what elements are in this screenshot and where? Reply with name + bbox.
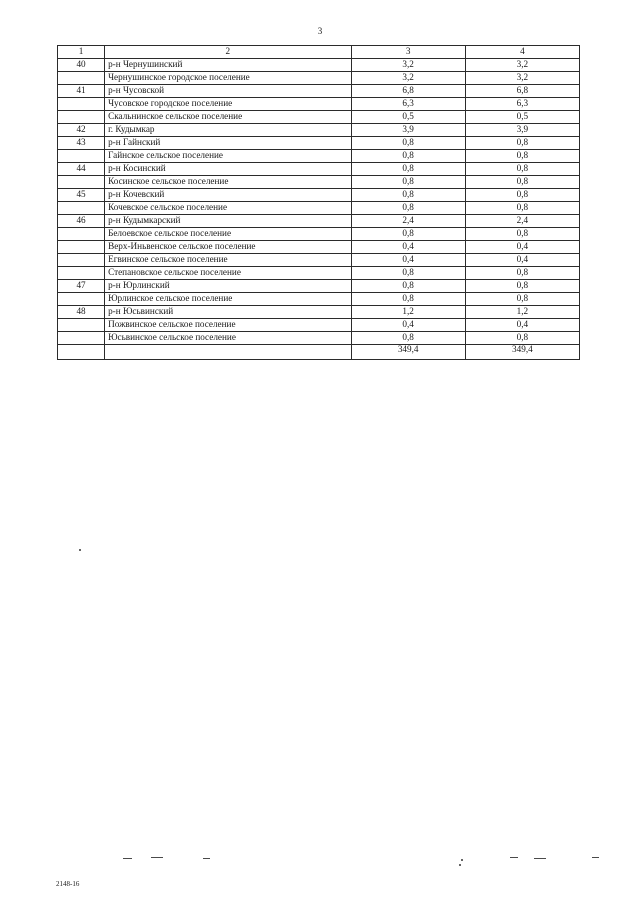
- row-col4-cell: 0,8: [465, 176, 579, 189]
- table-row: [58, 332, 580, 345]
- table-row: [58, 163, 580, 176]
- row-col3-cell: 0,8: [351, 176, 465, 189]
- table-row: [58, 85, 580, 98]
- row-col4-cell: 0,4: [465, 241, 579, 254]
- row-col4-cell: 0,8: [465, 189, 579, 202]
- row-col4-cell: 3,9: [465, 124, 579, 137]
- row-col4-cell: 0,8: [465, 163, 579, 176]
- scan-artifact: [592, 857, 599, 858]
- table-row: [58, 150, 580, 163]
- row-num-cell: 42: [58, 124, 105, 137]
- row-col3-cell: 1,2: [351, 306, 465, 319]
- row-col3-cell: 0,8: [351, 189, 465, 202]
- table-row: [58, 306, 580, 319]
- column-header-1: 1: [58, 46, 105, 59]
- row-num-cell: 48: [58, 306, 105, 319]
- table-row: [58, 202, 580, 215]
- scan-artifact: [510, 857, 518, 858]
- row-name-cell: р-н Чернушинский: [105, 59, 351, 72]
- row-col3-cell: 0,8: [351, 280, 465, 293]
- table-row: [58, 267, 580, 280]
- row-num-cell: [58, 267, 105, 280]
- table-row: [58, 293, 580, 306]
- document-code: 2148-16: [56, 880, 80, 888]
- table-row: [58, 111, 580, 124]
- table-row: [58, 228, 580, 241]
- row-col3-cell: 0,5: [351, 111, 465, 124]
- row-num-cell: [58, 98, 105, 111]
- table-row: [58, 137, 580, 150]
- row-col4-cell: 0,8: [465, 228, 579, 241]
- row-name-cell: Юрлинское сельское поселение: [105, 293, 351, 306]
- row-col4-cell: 2,4: [465, 215, 579, 228]
- total-num-cell: [58, 345, 105, 360]
- row-name-cell: Косинское сельское поселение: [105, 176, 351, 189]
- scan-artifact: [123, 858, 132, 859]
- row-col3-cell: 0,4: [351, 241, 465, 254]
- row-col3-cell: 3,2: [351, 72, 465, 85]
- scan-artifact: [534, 858, 546, 859]
- row-name-cell: Степановское сельское поселение: [105, 267, 351, 280]
- table-row: [58, 189, 580, 202]
- row-col4-cell: 0,4: [465, 319, 579, 332]
- table-row: [58, 124, 580, 137]
- row-col3-cell: 0,8: [351, 150, 465, 163]
- row-col4-cell: 0,8: [465, 137, 579, 150]
- row-name-cell: Скальнинское сельское поселение: [105, 111, 351, 124]
- table-body: [58, 59, 580, 345]
- row-col3-cell: 0,8: [351, 163, 465, 176]
- row-col3-cell: 0,4: [351, 254, 465, 267]
- row-name-cell: р-н Юрлинский: [105, 280, 351, 293]
- row-num-cell: [58, 202, 105, 215]
- row-col3-cell: 0,8: [351, 332, 465, 345]
- row-col4-cell: 0,8: [465, 332, 579, 345]
- total-name-cell: [105, 345, 351, 360]
- row-name-cell: Егвинское сельское поселение: [105, 254, 351, 267]
- table-row: [58, 319, 580, 332]
- table-row: [58, 72, 580, 85]
- row-col4-cell: 6,8: [465, 85, 579, 98]
- row-num-cell: 46: [58, 215, 105, 228]
- row-col4-cell: 0,8: [465, 280, 579, 293]
- table-row: [58, 176, 580, 189]
- row-num-cell: [58, 72, 105, 85]
- scan-artifact: [459, 864, 461, 866]
- row-col3-cell: 3,9: [351, 124, 465, 137]
- row-col3-cell: 0,8: [351, 228, 465, 241]
- row-col4-cell: 6,3: [465, 98, 579, 111]
- row-num-cell: [58, 176, 105, 189]
- row-name-cell: г. Кудымкар: [105, 124, 351, 137]
- table-row: [58, 254, 580, 267]
- row-col4-cell: 0,8: [465, 150, 579, 163]
- table-row: [58, 215, 580, 228]
- row-name-cell: р-н Гайнский: [105, 137, 351, 150]
- row-col4-cell: 0,8: [465, 267, 579, 280]
- row-num-cell: 40: [58, 59, 105, 72]
- row-name-cell: р-н Кочевский: [105, 189, 351, 202]
- scan-artifact: [151, 857, 163, 858]
- row-num-cell: [58, 254, 105, 267]
- row-num-cell: [58, 332, 105, 345]
- row-name-cell: р-н Кудымкарский: [105, 215, 351, 228]
- row-num-cell: [58, 111, 105, 124]
- row-col3-cell: 0,8: [351, 267, 465, 280]
- row-name-cell: Кочевское сельское поселение: [105, 202, 351, 215]
- row-col4-cell: 0,4: [465, 254, 579, 267]
- column-header-3: 3: [351, 46, 465, 59]
- row-col3-cell: 0,4: [351, 319, 465, 332]
- row-num-cell: 43: [58, 137, 105, 150]
- row-col3-cell: 6,3: [351, 98, 465, 111]
- allocation-table: [57, 45, 580, 360]
- table-row: [58, 59, 580, 72]
- row-col4-cell: 0,5: [465, 111, 579, 124]
- row-name-cell: Белоевское сельское поселение: [105, 228, 351, 241]
- row-col4-cell: 1,2: [465, 306, 579, 319]
- row-col4-cell: 0,8: [465, 202, 579, 215]
- row-name-cell: р-н Чусовской: [105, 85, 351, 98]
- scan-artifact: [461, 859, 463, 861]
- row-col4-cell: 3,2: [465, 59, 579, 72]
- row-name-cell: Чусовское городское поселение: [105, 98, 351, 111]
- total-row: [58, 345, 580, 360]
- column-header-2: 2: [105, 46, 351, 59]
- row-num-cell: [58, 319, 105, 332]
- row-num-cell: 45: [58, 189, 105, 202]
- row-col3-cell: 3,2: [351, 59, 465, 72]
- page-number: 3: [317, 26, 323, 36]
- total-col4-cell: 349,4: [465, 345, 579, 360]
- scan-artifact: [203, 858, 210, 859]
- row-col3-cell: 6,8: [351, 85, 465, 98]
- row-col4-cell: 3,2: [465, 72, 579, 85]
- row-name-cell: р-н Косинский: [105, 163, 351, 176]
- row-num-cell: [58, 150, 105, 163]
- row-num-cell: 44: [58, 163, 105, 176]
- row-name-cell: Пожвинское сельское поселение: [105, 319, 351, 332]
- row-name-cell: Юсьвинское сельское поселение: [105, 332, 351, 345]
- row-name-cell: Верх-Иньвенское сельское поселение: [105, 241, 351, 254]
- row-name-cell: Гайнское сельское поселение: [105, 150, 351, 163]
- row-col3-cell: 0,8: [351, 137, 465, 150]
- table-header-row: [58, 46, 580, 59]
- row-col3-cell: 0,8: [351, 293, 465, 306]
- row-col3-cell: 2,4: [351, 215, 465, 228]
- scan-artifact: [79, 549, 81, 551]
- row-name-cell: р-н Юсьвинский: [105, 306, 351, 319]
- table-row: [58, 280, 580, 293]
- row-col3-cell: 0,8: [351, 202, 465, 215]
- row-col4-cell: 0,8: [465, 293, 579, 306]
- row-name-cell: Чернушинское городское поселение: [105, 72, 351, 85]
- row-num-cell: [58, 293, 105, 306]
- row-num-cell: 41: [58, 85, 105, 98]
- row-num-cell: [58, 228, 105, 241]
- table-row: [58, 241, 580, 254]
- table-row: [58, 98, 580, 111]
- row-num-cell: [58, 241, 105, 254]
- total-col3-cell: 349,4: [351, 345, 465, 360]
- column-header-4: 4: [465, 46, 579, 59]
- row-num-cell: 47: [58, 280, 105, 293]
